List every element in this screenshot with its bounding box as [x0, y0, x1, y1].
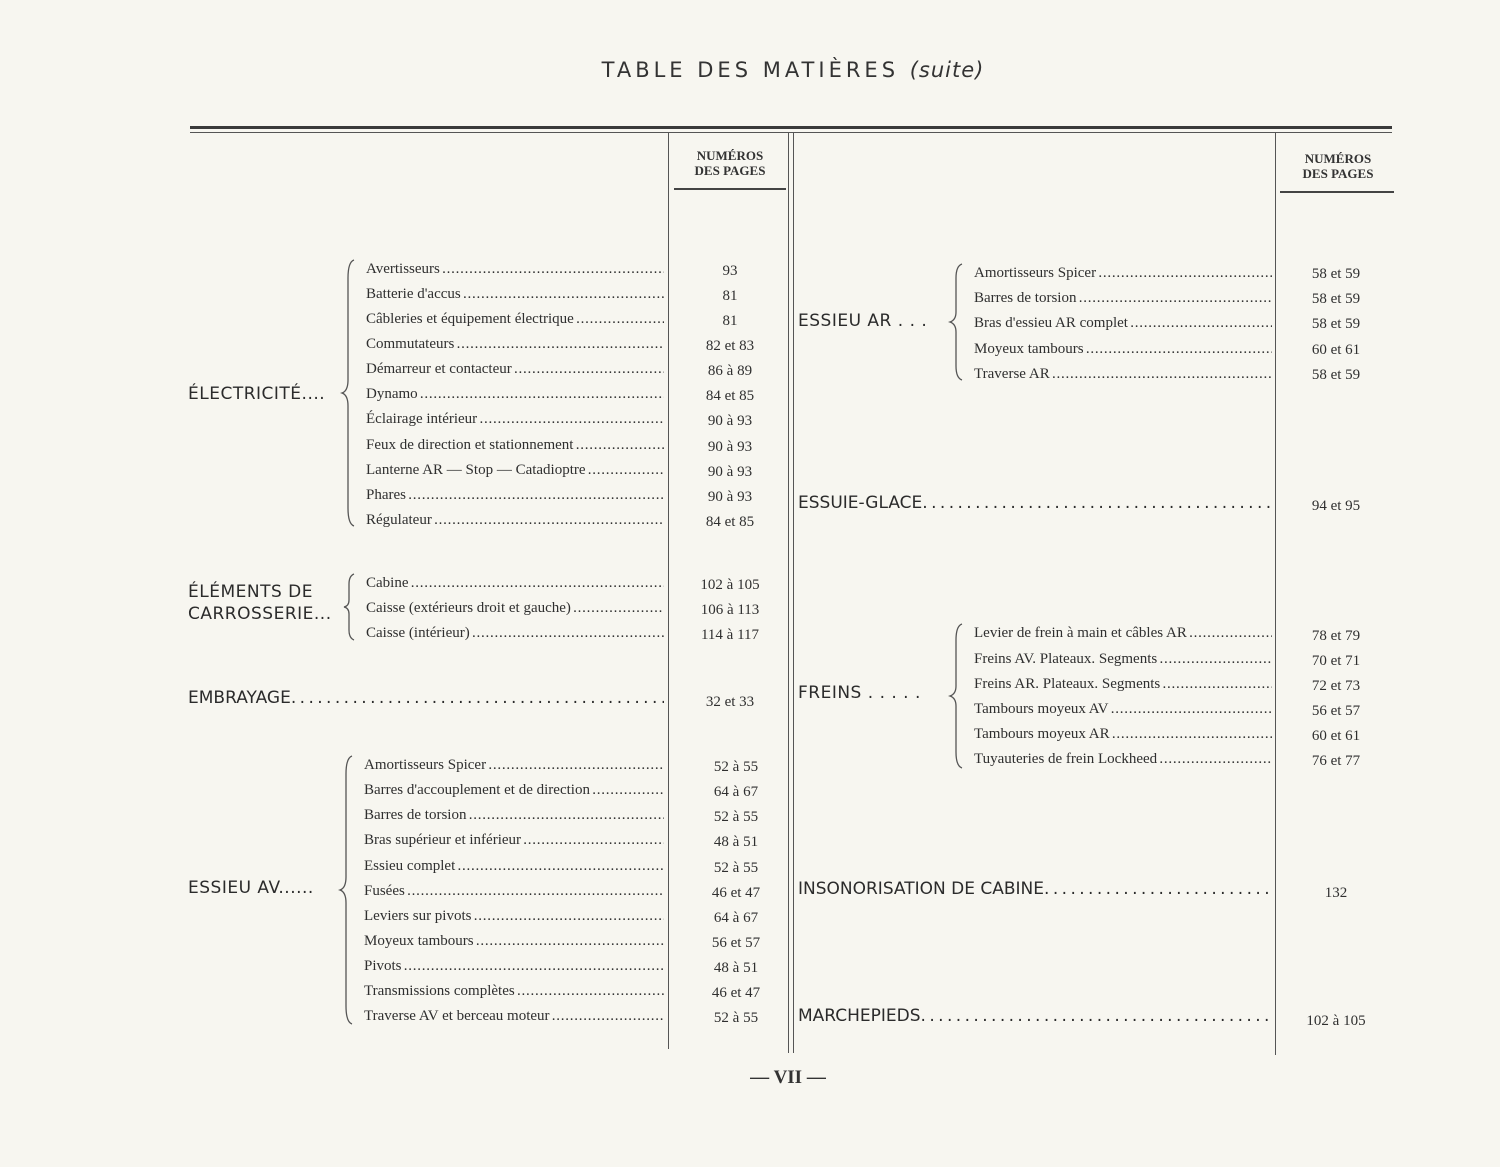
brace-icon	[338, 754, 356, 1026]
toc-entry: Caisse (intérieur) . . .	[366, 624, 664, 642]
page-footer-number: — VII —	[750, 1067, 826, 1088]
page-number: 94 et 95	[1311, 498, 1361, 514]
toc-entry: Tuyauteries de frein Lockheed . . .	[974, 750, 1272, 768]
toc-entry: Traverse AV et berceau moteur . . .	[364, 1007, 664, 1025]
toc-entry: Amortisseurs Spicer . . .	[974, 264, 1272, 282]
toc-entry: Régulateur . . .	[366, 511, 664, 529]
page-title	[0, 58, 1500, 82]
page-number: 90 à 93	[707, 464, 753, 480]
page-number: 90 à 93	[707, 489, 753, 505]
page-number: 78 et 79	[1311, 628, 1361, 644]
brace-icon	[948, 622, 966, 772]
pages-header-right	[1280, 151, 1396, 181]
column-divider	[668, 133, 669, 1049]
category-freins: FREINS . . . . .	[798, 683, 921, 703]
toc-entry: Essieu complet . . .	[364, 857, 664, 875]
category-electricite: ÉLECTRICITÉ....	[188, 384, 326, 404]
toc-entry: Bras supérieur et inférieur . . .	[364, 831, 664, 849]
page-number: 58 et 59	[1311, 367, 1361, 383]
toc-entry: Moyeux tambours . . .	[364, 932, 664, 950]
toc-entry: Levier de frein à main et câbles AR . . .	[974, 624, 1272, 642]
header-line: DES PAGES	[1302, 166, 1374, 181]
header-line: NUMÉROS	[1304, 151, 1372, 166]
page-number: 32 et 33	[705, 694, 755, 710]
toc-entry: Caisse (extérieurs droit et gauche) . . .	[366, 599, 664, 617]
category-embrayage: EMBRAYAGE . . .	[188, 688, 664, 709]
toc-entry: Lanterne AR — Stop — Catadioptre . . .	[366, 461, 664, 479]
page-number: 86 à 89	[707, 363, 753, 379]
header-underline	[674, 188, 786, 190]
page-number: 64 à 67	[713, 910, 759, 926]
column-divider	[1275, 133, 1276, 1055]
page-number: 52 à 55	[713, 809, 759, 825]
top-rule-thin	[190, 132, 1392, 133]
toc-entry: Démarreur et contacteur . . .	[366, 360, 664, 378]
toc-entry: Freins AR. Plateaux. Segments . . .	[974, 675, 1272, 693]
category-carrosserie-line2: CARROSSERIE...	[188, 604, 332, 624]
page-title-main: TABLE DES MATIÈRES	[601, 58, 900, 82]
page-number: 90 à 93	[707, 439, 753, 455]
toc-entry: Avertisseurs . . .	[366, 260, 664, 278]
category-essieu-ar: ESSIEU AR . . .	[798, 311, 928, 331]
page-number: 56 et 57	[1311, 703, 1361, 719]
brace-icon	[340, 258, 358, 528]
toc-entry: Batterie d'accus . . .	[366, 285, 664, 303]
toc-entry: Dynamo . . .	[366, 385, 664, 403]
page-number: 102 à 105	[1306, 1013, 1366, 1029]
toc-entry: Éclairage intérieur . . .	[366, 410, 664, 428]
toc-entry: Barres de torsion . . .	[974, 289, 1272, 307]
page-number: 81	[722, 288, 738, 304]
page-number: 60 et 61	[1311, 728, 1361, 744]
page-number: 72 et 73	[1311, 678, 1361, 694]
toc-entry: Leviers sur pivots . . .	[364, 907, 664, 925]
page-number: 58 et 59	[1311, 291, 1361, 307]
toc-entry: Feux de direction et stationnement . . .	[366, 436, 664, 454]
pages-header-left	[672, 148, 788, 178]
toc-entry: Phares . . .	[366, 486, 664, 504]
category-insonorisation: INSONORISATION DE CABINE . . .	[798, 879, 1272, 900]
toc-entry: Câbleries et équipement électrique . . .	[366, 310, 664, 328]
page-number: 58 et 59	[1311, 266, 1361, 282]
page-number: 48 à 51	[713, 960, 759, 976]
page-number: 58 et 59	[1311, 316, 1361, 332]
toc-entry: Commutateurs . . .	[366, 335, 664, 353]
page-number: 90 à 93	[707, 413, 753, 429]
page-number: 81	[722, 313, 738, 329]
brace-icon	[342, 572, 358, 642]
page-number: 82 et 83	[705, 338, 755, 354]
page-number: 52 à 55	[713, 860, 759, 876]
toc-entry: Fusées . . .	[364, 882, 664, 900]
page-number: 64 à 67	[713, 784, 759, 800]
toc-entry: Barres d'accouplement et de direction . . .	[364, 781, 664, 799]
toc-entry: Tambours moyeux AV . . .	[974, 700, 1272, 718]
brace-icon	[948, 262, 966, 384]
page-number: 70 et 71	[1311, 653, 1361, 669]
toc-entry: Moyeux tambours . . .	[974, 340, 1272, 358]
top-rule	[190, 126, 1392, 129]
page-number: 52 à 55	[713, 1010, 759, 1026]
page-number: 106 à 113	[700, 602, 760, 618]
toc-entry: Cabine . . .	[366, 574, 664, 592]
page-number: 48 à 51	[713, 834, 759, 850]
toc-entry: Bras d'essieu AR complet . . .	[974, 314, 1272, 332]
page-number: 93	[722, 263, 738, 279]
page-number: 60 et 61	[1311, 342, 1361, 358]
page-number: 56 et 57	[711, 935, 761, 951]
header-underline	[1280, 191, 1394, 193]
toc-entry: Amortisseurs Spicer . . .	[364, 756, 664, 774]
toc-entry: Pivots . . .	[364, 957, 664, 975]
category-marchepieds: MARCHEPIEDS . . .	[798, 1006, 1272, 1027]
page-number: 114 à 117	[700, 627, 760, 643]
page-number: 132	[1324, 885, 1348, 901]
header-line: NUMÉROS	[696, 148, 764, 163]
toc-entry: Freins AV. Plateaux. Segments . . .	[974, 650, 1272, 668]
page-title-suffix: (suite)	[909, 58, 985, 82]
page-number: 52 à 55	[713, 759, 759, 775]
category-carrosserie-line1: ÉLÉMENTS DE	[188, 582, 313, 602]
category-essieu-av: ESSIEU AV......	[188, 878, 314, 898]
toc-entry: Tambours moyeux AR . . .	[974, 725, 1272, 743]
page-number: 102 à 105	[700, 577, 760, 593]
page-number: 84 et 85	[705, 388, 755, 404]
toc-entry: Transmissions complètes . . .	[364, 982, 664, 1000]
header-line: DES PAGES	[694, 163, 766, 178]
page-number: 46 et 47	[711, 885, 761, 901]
toc-entry: Traverse AR . . .	[974, 365, 1272, 383]
page-number: 84 et 85	[705, 514, 755, 530]
page-number: 76 et 77	[1311, 753, 1361, 769]
category-essuie-glace: ESSUIE-GLACE . . .	[798, 493, 1272, 514]
toc-entry: Barres de torsion . . .	[364, 806, 664, 824]
page-number: 46 et 47	[711, 985, 761, 1001]
